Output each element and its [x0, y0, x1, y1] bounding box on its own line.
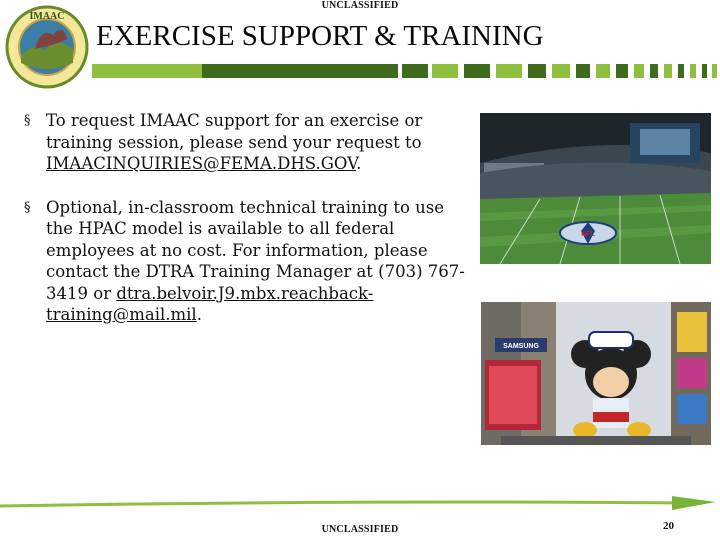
svg-text:IMAAC: IMAAC — [29, 11, 65, 22]
imaac-seal-logo — [5, 5, 89, 89]
samsung-billboard-text: SAMSUNG — [503, 343, 539, 350]
bullet-item — [24, 110, 474, 175]
bullet-marker: § — [24, 199, 31, 215]
bullet-text: Optional, in-classroom technical training to use the HPAC model is available to all federal employees at no cost. For information, please contact the DTRA Training Manager at (703) 767-3419 or — [46, 197, 465, 303]
page-title: EXERCISE SUPPORT & TRAINING — [96, 20, 544, 52]
bullet-marker: § — [24, 113, 31, 128]
bullet-text-end: . — [196, 305, 202, 324]
stadium-photo — [480, 113, 711, 264]
bullet-list — [24, 110, 474, 348]
classification-banner-bottom: UNCLASSIFIED — [321, 524, 399, 535]
nfl-logo-text: NFL — [581, 231, 595, 238]
imaac-inquiries-email-link[interactable]: IMAACINQUIRIES@FEMA.DHS.GOV — [46, 154, 357, 173]
bullet-item — [24, 197, 474, 326]
dtra-reachback-email-link[interactable]: dtra.belvoir.J9.mbx.reachback-training@mail.mil — [46, 283, 374, 324]
title-divider-bar — [92, 64, 720, 78]
bullet-text-end: . — [356, 154, 362, 173]
parade-balloon-photo — [481, 302, 711, 445]
page-number: 20 — [663, 520, 674, 532]
bullet-text: To request IMAAC support for an exercise or training session, please send your request to — [46, 111, 423, 152]
classification-banner-top: UNCLASSIFIED — [321, 0, 399, 11]
footer-divider-arrow — [0, 492, 720, 514]
